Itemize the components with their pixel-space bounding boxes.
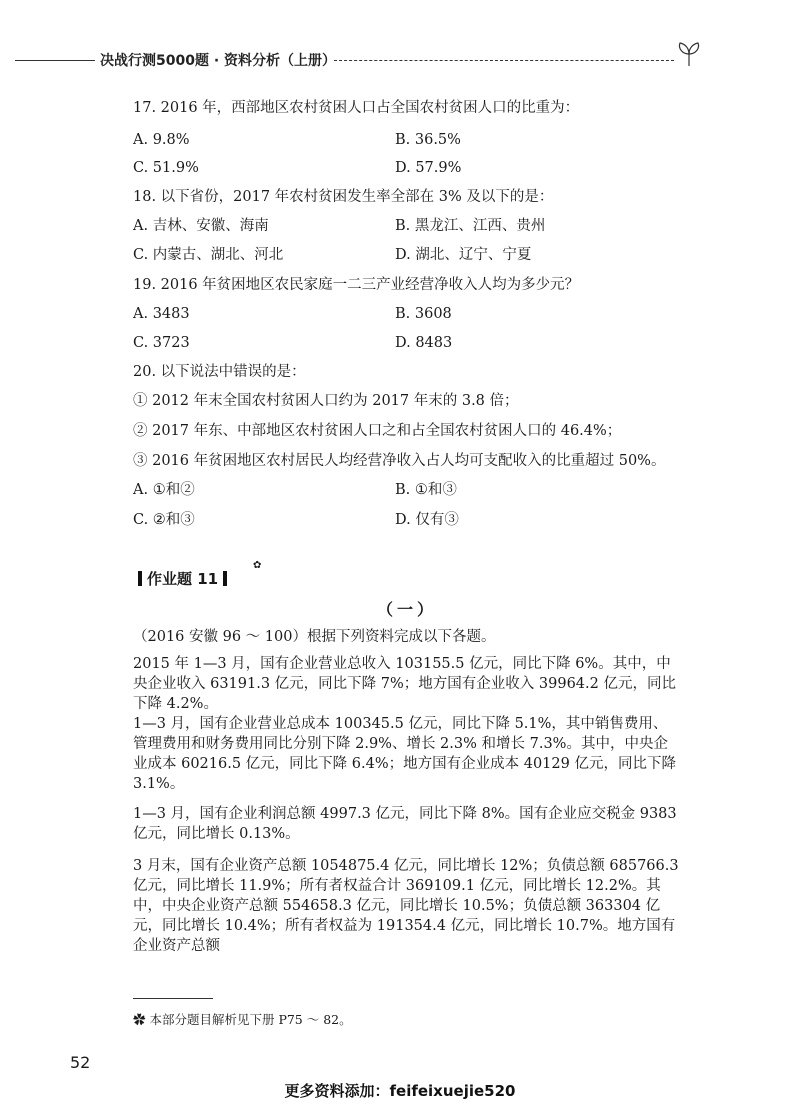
- sprout-icon: [672, 38, 706, 68]
- flower-mark-icon: ✿: [253, 560, 262, 571]
- header-rule-left: [15, 60, 95, 61]
- question-20-stem: 20. 以下说法中错误的是：: [133, 364, 306, 380]
- question-20-option-d: D. 仅有③: [395, 512, 459, 528]
- heading-bar-right: [223, 571, 227, 586]
- footnote-rule: [133, 998, 213, 999]
- question-20-option-a: A. ①和②: [133, 482, 195, 498]
- question-19-option-b: B. 3608: [395, 306, 452, 322]
- footnote: ✿ 本部分题目解析见下册 P75 ～ 82。: [133, 1012, 352, 1027]
- question-19-option-d: D. 8483: [395, 335, 453, 351]
- question-18-stem: 18. 以下省份，2017 年农村贫困发生率全部在 3% 及以下的是：: [133, 189, 554, 205]
- source-line: （2016 安徽 96 ～ 100）根据下列资料完成以下各题。: [133, 629, 496, 645]
- page-number: 52: [70, 1053, 91, 1072]
- promo-text: 更多资料添加：feifeixuejie520: [284, 1082, 516, 1100]
- question-20-statement-2: ② 2017 年东、中部地区农村贫困人口之和占全国农村贫困人口的 46.4%；: [133, 423, 622, 439]
- question-17-option-c: C. 51.9%: [133, 160, 199, 176]
- question-17-option-d: D. 57.9%: [395, 160, 462, 176]
- question-20-statement-1: ① 2012 年末全国农村贫困人口约为 2017 年末的 3.8 倍；: [133, 393, 519, 409]
- question-18-option-c: C. 内蒙古、湖北、河北: [133, 247, 284, 263]
- running-header: [0, 48, 800, 72]
- question-20-statement-3: ③ 2016 年贫困地区农村居民人均经营净收入占人均可支配收入的比重超过 50%。: [133, 453, 666, 469]
- question-20-option-c: C. ②和③: [133, 512, 195, 528]
- section-title: 作业题 11: [147, 570, 219, 588]
- question-18-option-a: A. 吉林、安徽、海南: [133, 218, 269, 234]
- paragraph-4: 3 月末，国有企业资产总额 1054875.4 亿元，同比增长 12%；负债总额 685766.3 亿元，同比增长 11.9%；所有者权益合计 369109.1 亿元，同比增长 12.2%。其中，中央企业资产总额 554658.3 亿元，同比增长 10.5%；负债总额 363304 亿元，同比增长 10.4%；所有者权益为 191354.4 亿元，同比增长 10.7%。地方国有企业资产总额: [133, 858, 679, 954]
- question-17-option-b: B. 36.5%: [395, 132, 461, 148]
- section-heading: [133, 560, 262, 589]
- book-title: 决战行测5000题 · 资料分析（上册）: [100, 53, 337, 69]
- question-18-option-d: D. 湖北、辽宁、宁夏: [395, 247, 532, 263]
- question-19-option-a: A. 3483: [133, 306, 190, 322]
- section-subtitle: （一）: [376, 600, 437, 619]
- paragraph-3: 1—3 月，国有企业利润总额 4997.3 亿元，同比下降 8%。国有企业应交税金 9383 亿元，同比增长 0.13%。: [133, 806, 677, 842]
- question-20-option-b: B. ①和③: [395, 482, 457, 498]
- question-19-stem: 19. 2016 年贫困地区农民家庭一二三产业经营净收入人均为多少元？: [133, 277, 580, 293]
- header-rule-right: [334, 60, 674, 61]
- paragraph-1: 2015 年 1—3 月，国有企业营业总收入 103155.5 亿元，同比下降 6%。其中，中央企业收入 63191.3 亿元，同比下降 7%；地方国有企业收入 39964.2 亿元，同比下降 4.2%。: [133, 656, 676, 712]
- question-19-option-c: C. 3723: [133, 335, 190, 351]
- question-18-option-b: B. 黑龙江、江西、贵州: [395, 218, 546, 234]
- paragraph-2: 1—3 月，国有企业营业总成本 100345.5 亿元，同比下降 5.1%，其中销售费用、管理费用和财务费用同比分别下降 2.9%、增长 2.3% 和增长 7.3%。其中，中央企业成本 60216.5 亿元，同比下降 6.4%；地方国有企业成本 40129 亿元，同比下降 3.1%。: [133, 716, 676, 792]
- heading-bar-left: [138, 571, 142, 586]
- question-17-option-a: A. 9.8%: [133, 132, 190, 148]
- question-17-stem: 17. 2016 年，西部地区农村贫困人口占全国农村贫困人口的比重为：: [133, 100, 580, 116]
